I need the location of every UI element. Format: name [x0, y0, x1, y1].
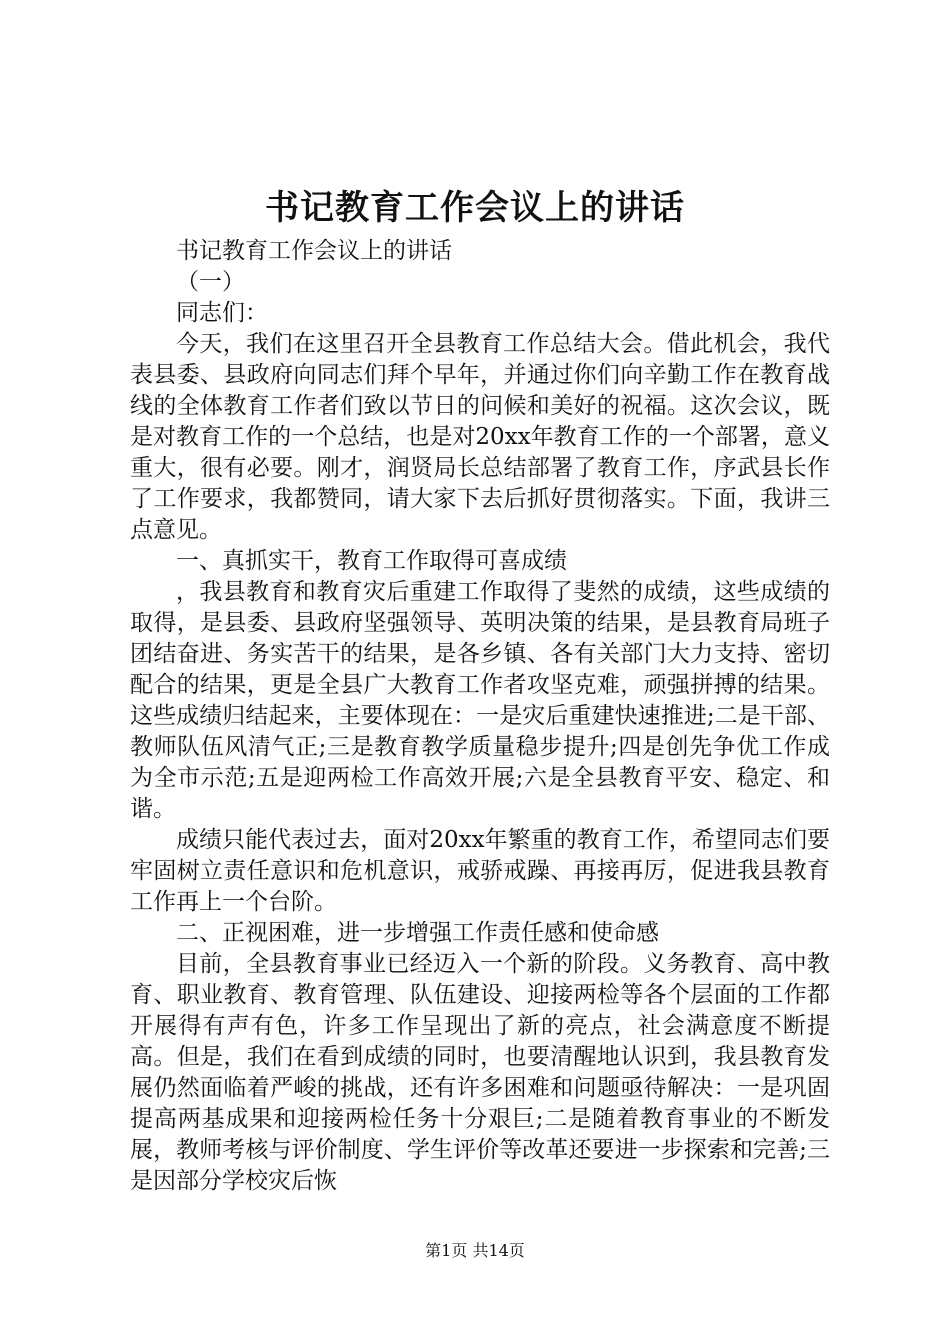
body-paragraph: 成绩只能代表过去，面对20xx年繁重的教育工作，希望同志们要牢固树立责任意识和危机意识，戒骄戒躁、再接再厉，促进我县教育工作再上一个台阶。	[130, 827, 830, 915]
section-heading: 一、真抓实干，教育工作取得可喜成绩	[176, 548, 567, 574]
salutation-paragraph: 同志们：	[176, 300, 268, 326]
body-paragraph: 今天，我们在这里召开全县教育工作总结大会。借此机会，我代表县委、县政府向同志们拜个早年，并通过你们向辛勤工作在教育战线的全体教育工作者们致以节日的问候和美好的祝福。这次会议，既是对教育工作的一个总结，也是对20xx年教育工作的一个部署，意义重大，很有必要。刚才，润贤局长总结部署了教育工作，序武县长作了工作要求，我都赞同，请大家下去后抓好贯彻落实。下面，我讲三点意见。	[130, 331, 830, 543]
section-heading: 二、正视困难，进一步增强工作责任感和使命感	[176, 920, 659, 946]
body-paragraph: ，我县教育和教育灾后重建工作取得了斐然的成绩，这些成绩的取得，是县委、县政府坚强领导、英明决策的结果，是县教育局班子团结奋进、务实苦干的结果，是各乡镇、各有关部门大力支持、密切配合的结果，更是全县广大教育工作者攻坚克难，顽强拼搏的结果。这些成绩归结起来，主要体现在：一是灾后重建快速推进;二是干部、教师队伍风清气正;三是教育教学质量稳步提升;四是创先争优工作成为全市示范;五是迎两检工作高效开展;六是全县教育平安、稳定、和谐。	[130, 579, 830, 822]
body-paragraph: 目前，全县教育事业已经迈入一个新的阶段。义务教育、高中教育、职业教育、教育管理、队伍建设、迎接两检等各个层面的工作都开展得有声有色，许多工作呈现出了新的亮点，社会满意度不断提高。但是，我们在看到成绩的同时，也要清醒地认识到，我县教育发展仍然面临着严峻的挑战，还有许多困难和问题亟待解决：一是巩固提高两基成果和迎接两检任务十分艰巨;二是随着教育事业的不断发展，教师考核与评价制度、学生评价等改革还要进一步探索和完善;三是因部分学校灾后恢	[130, 951, 830, 1194]
page-footer: 第1页 共14页	[425, 1241, 525, 1260]
document-body	[130, 236, 830, 1197]
document-title: 书记教育工作会议上的讲话	[265, 188, 685, 228]
subtitle-paragraph: 书记教育工作会议上的讲话	[176, 238, 452, 264]
section-number-paragraph: （一）	[176, 269, 245, 295]
